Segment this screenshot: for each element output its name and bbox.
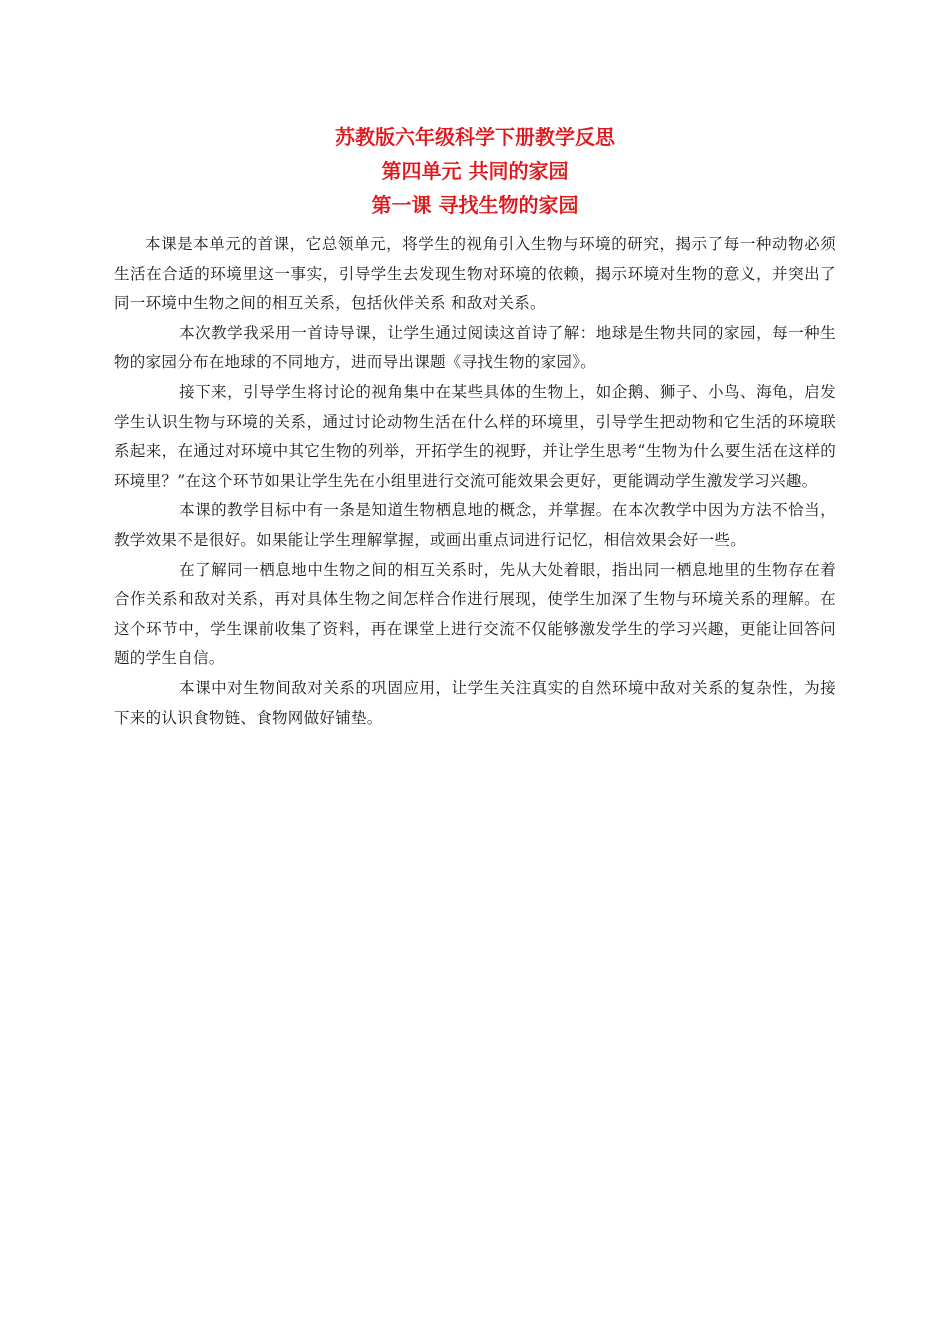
paragraph: 本次教学我采用一首诗导课，让学生通过阅读这首诗了解：地球是生物共同的家园，每一种生物的家园分布在地球的不同地方，进而导出课题《寻找生物的家园》。: [114, 323, 836, 372]
paragraph: 本课是本单元的首课，它总领单元，将学生的视角引入生物与环境的研究，揭示了每一种动物必须生活在合适的环境里这一事实，引导学生去发现生物对环境的依赖，揭示环境对生物的意义，并突出了同一环境中生物之间的相互关系，包括伙伴关系 和敌对关系。: [114, 235, 836, 313]
unit-title: 第四单元 共同的家园: [381, 159, 569, 183]
paragraph: 在了解同一栖息地中生物之间的相互关系时，先从大处着眼，指出同一栖息地里的生物存在着合作关系和敌对关系，再对具体生物之间怎样合作进行展现，使学生加深了生物与环境关系的理解。在这个环节中，学生课前收集了资料，再在课堂上进行交流不仅能够激发学生的学习兴趣，更能让回答问题的学生自信。: [114, 560, 836, 668]
lesson-title: 第一课 寻找生物的家园: [371, 193, 579, 217]
document-title: 苏教版六年级科学下册教学反思: [335, 125, 615, 149]
paragraph: 本课中对生物间敌对关系的巩固应用，让学生关注真实的自然环境中敌对关系的复杂性，为接下来的认识食物链、食物网做好铺垫。: [114, 678, 836, 727]
title-block: [0, 120, 950, 222]
paragraph: 本课的教学目标中有一条是知道生物栖息地的概念，并掌握。在本次教学中因为方法不恰当，教学效果不是很好。如果能让学生理解掌握，或画出重点词进行记忆，相信效果会好一些。: [114, 501, 836, 549]
body-text: [114, 230, 836, 733]
paragraph: 接下来，引导学生将讨论的视角集中在某些具体的生物上，如企鹅、狮子、小鸟、海龟，启发学生认识生物与环境的关系，通过讨论动物生活在什么样的环境里，引导学生把动物和它生活的环境联系起来，在通过对环境中其它生物的列举，开拓学生的视野，并让学生思考“生物为什么要生活在这样的环境里？”在这个环节如果让学生先在小组里进行交流可能效果会更好，更能调动学生激发学习兴趣。: [114, 382, 836, 490]
